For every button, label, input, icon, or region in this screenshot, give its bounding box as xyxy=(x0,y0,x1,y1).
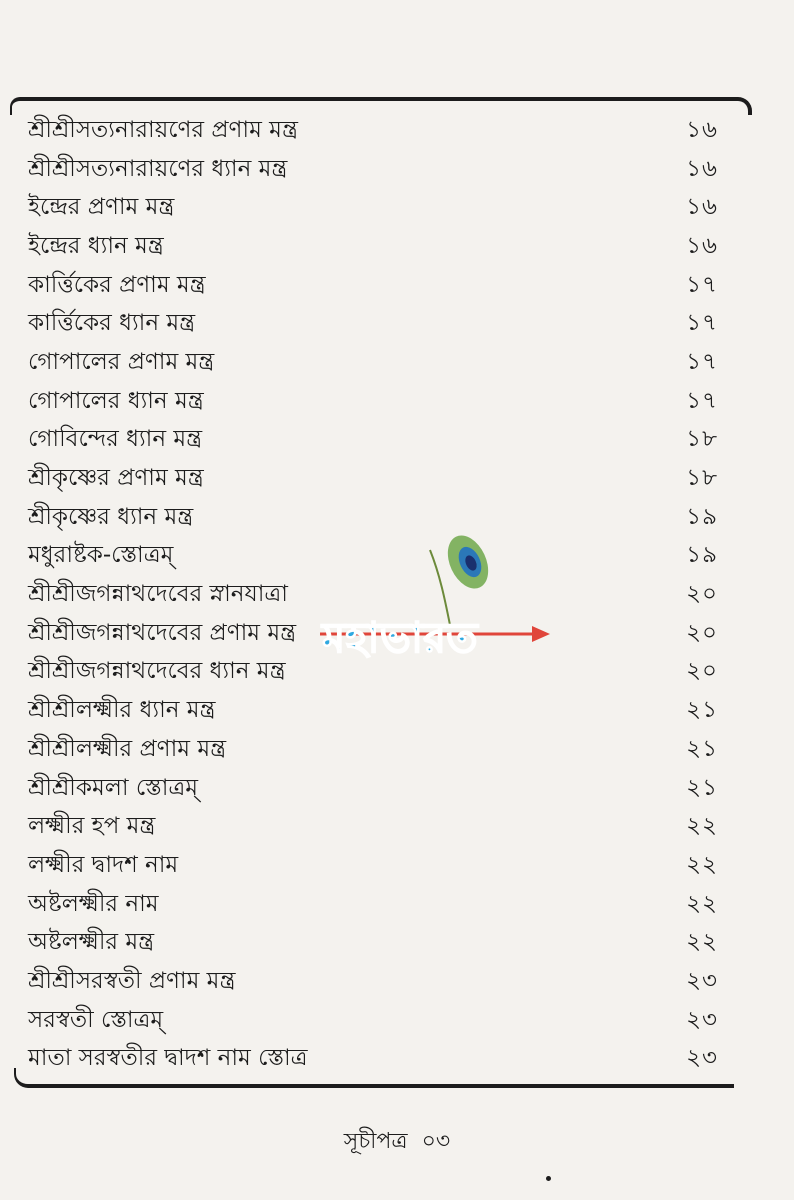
toc-entry-page: ২২ xyxy=(686,813,718,840)
toc-entry-page: ১৮ xyxy=(686,426,718,453)
toc-entry-page: ২২ xyxy=(686,890,718,917)
toc-entry xyxy=(28,807,718,846)
toc-entry xyxy=(28,227,718,266)
toc-entry-page: ২৩ xyxy=(686,967,718,994)
toc-entry-title: লক্ষ্মীর দ্বাদশ নাম xyxy=(28,851,179,878)
toc-entry-title: গোপালের ধ্যান মন্ত্র xyxy=(28,387,204,414)
toc-entry-title: শ্রীশ্রীসত্যনারায়ণের প্রণাম মন্ত্র xyxy=(28,116,298,143)
toc-entry-title: শ্রীকৃষ্ণের ধ্যান মন্ত্র xyxy=(28,503,194,530)
toc-entry-title: শ্রীশ্রীজগন্নাথদেবের ধ্যান মন্ত্র xyxy=(28,658,286,685)
toc-entry-page: ২২ xyxy=(686,851,718,878)
toc-entry-title: সরস্বতী স্তোত্রম্ xyxy=(28,1006,164,1033)
toc-entry xyxy=(28,343,718,382)
toc-entry-page: ২০ xyxy=(686,581,718,608)
toc-entry-page: ১৬ xyxy=(686,232,718,259)
toc-entry-page: ১৯ xyxy=(686,503,718,530)
ink-dot xyxy=(546,1176,551,1181)
toc-entry xyxy=(28,923,718,962)
toc-entry xyxy=(28,421,718,460)
toc-entry xyxy=(28,459,718,498)
toc-entry xyxy=(28,846,718,885)
toc-entry-page: ১৬ xyxy=(686,155,718,182)
toc-entry xyxy=(28,382,718,421)
toc-entry-page: ১৮ xyxy=(686,465,718,492)
toc-entry xyxy=(28,691,718,730)
toc-entry-title: মধুরাষ্টক-স্তোত্রম্ xyxy=(28,542,174,569)
toc-entry xyxy=(28,730,718,769)
toc-entry-page: ১৭ xyxy=(686,271,718,298)
watermark-logo xyxy=(300,530,560,670)
toc-entry-page: ২০ xyxy=(686,619,718,646)
toc-entry-page: ১৯ xyxy=(686,542,718,569)
toc-entry-page: ২১ xyxy=(686,697,718,724)
toc-entry-page: ১৭ xyxy=(686,310,718,337)
toc-entry-title: শ্রীশ্রীকমলা স্তোত্রম্ xyxy=(28,774,199,801)
page-footer xyxy=(0,1124,794,1161)
frame-bottom-border xyxy=(14,1068,734,1088)
watermark-text: মহাভারত xyxy=(322,613,478,662)
toc-entry-title: গোপালের প্রণাম মন্ত্র xyxy=(28,348,215,375)
toc-entry xyxy=(28,769,718,808)
toc-entry-title: ইন্দ্রের প্রণাম মন্ত্র xyxy=(28,194,175,221)
toc-entry-page: ২৩ xyxy=(686,1006,718,1033)
toc-entry-page: ২১ xyxy=(686,774,718,801)
toc-entry-title: গোবিন্দের ধ্যান মন্ত্র xyxy=(28,426,203,453)
toc-entry xyxy=(28,150,718,189)
toc-entry xyxy=(28,266,718,305)
toc-entry-page: ১৭ xyxy=(686,348,718,375)
toc-entry-title: লক্ষ্মীর হপ মন্ত্র xyxy=(28,813,156,840)
toc-entry-page: ২১ xyxy=(686,735,718,762)
toc-entry-title: শ্রীশ্রীজগন্নাথদেবের স্নানযাত্রা xyxy=(28,581,288,608)
footer-page-number: ০৩ xyxy=(421,1129,451,1154)
toc-entry-page: ২২ xyxy=(686,929,718,956)
toc-entry-page: ১৭ xyxy=(686,387,718,414)
toc-entry xyxy=(28,962,718,1001)
toc-entry-title: অষ্টলক্ষ্মীর নাম xyxy=(28,890,159,917)
toc-entry-title: অষ্টলক্ষ্মীর মন্ত্র xyxy=(28,929,155,956)
toc-entry-title: কার্ত্তিকের ধ্যান মন্ত্র xyxy=(28,310,196,337)
toc-entry-page: ১৬ xyxy=(686,116,718,143)
toc-entry-title: শ্রীশ্রীলক্ষ্মীর প্রণাম মন্ত্র xyxy=(28,735,227,762)
toc-entry xyxy=(28,111,718,150)
toc-entry-page: ২০ xyxy=(686,658,718,685)
toc-entry-title: শ্রীশ্রীজগন্নাথদেবের প্রণাম মন্ত্র xyxy=(28,619,297,646)
toc-entry-title: শ্রীশ্রীসরস্বতী প্রণাম মন্ত্র xyxy=(28,967,236,994)
peacock-feather-flute-icon xyxy=(300,530,560,670)
toc-entry xyxy=(28,304,718,343)
toc-entry-title: শ্রীকৃষ্ণের প্রণাম মন্ত্র xyxy=(28,465,204,492)
toc-entry xyxy=(28,188,718,227)
toc-entry-title: শ্রীশ্রীলক্ষ্মীর ধ্যান মন্ত্র xyxy=(28,697,216,724)
toc-entry xyxy=(28,1001,718,1040)
toc-entry-title: মাতা সরস্বতীর দ্বাদশ নাম স্তোত্র xyxy=(28,1045,308,1072)
toc-entry-title: কার্ত্তিকের প্রণাম মন্ত্র xyxy=(28,271,206,298)
footer-label: সূচীপত্র xyxy=(343,1129,408,1154)
toc-entry-title: ইন্দ্রের ধ্যান মন্ত্র xyxy=(28,232,164,259)
toc-entry-page: ১৬ xyxy=(686,194,718,221)
toc-entry xyxy=(28,885,718,924)
toc-entry-page: ২৩ xyxy=(686,1045,718,1072)
toc-entry-title: শ্রীশ্রীসত্যনারায়ণের ধ্যান মন্ত্র xyxy=(28,155,288,182)
